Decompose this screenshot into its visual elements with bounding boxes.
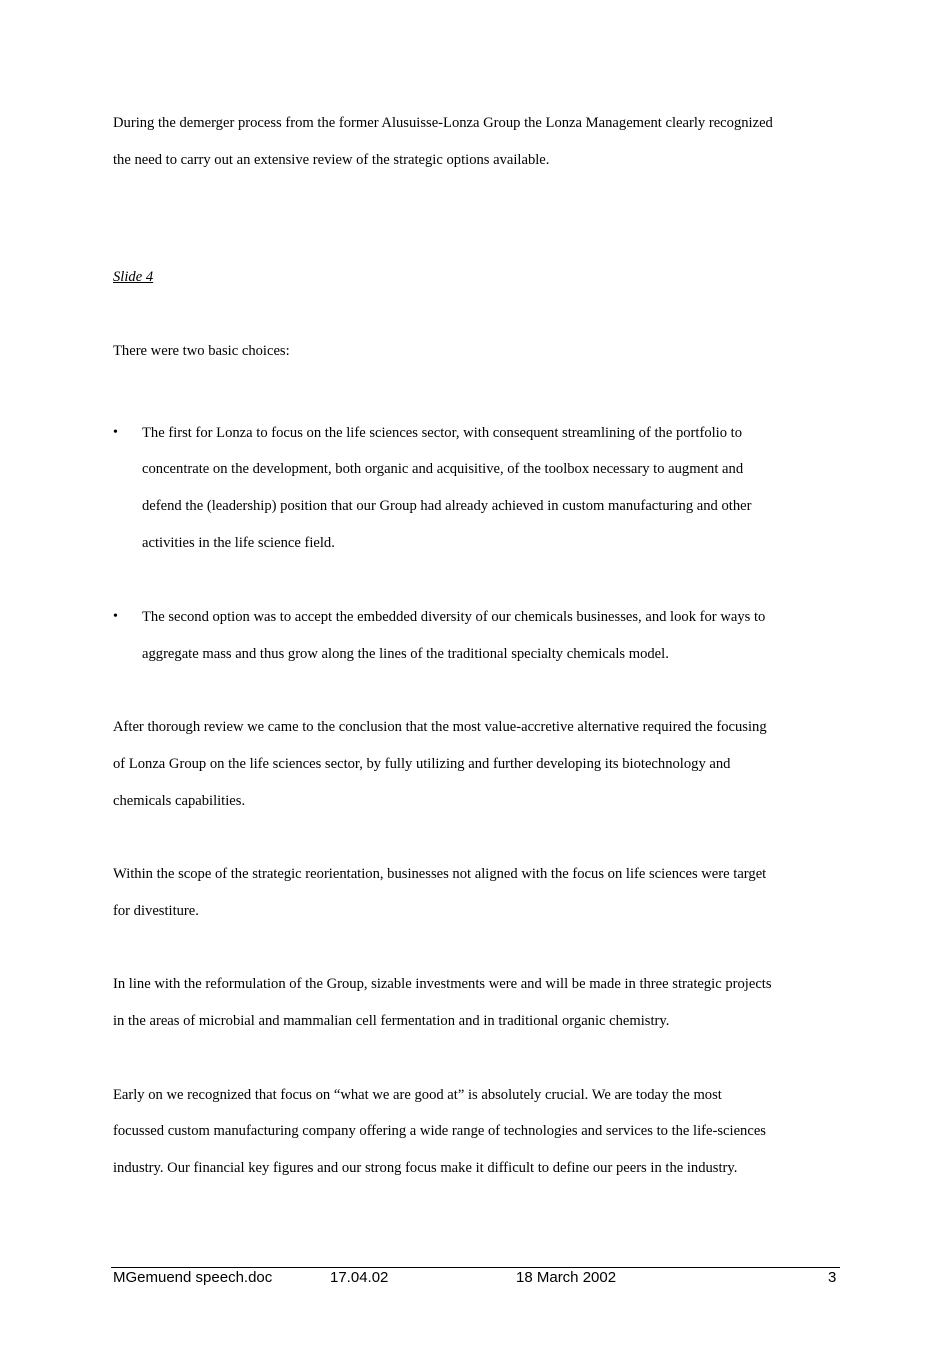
paragraph-2-line-2: for divestiture. bbox=[113, 903, 199, 919]
bullet-2-line-2: aggregate mass and thus grow along the lines of the traditional specialty chemicals model. bbox=[142, 646, 669, 662]
paragraph-4-line-3: industry. Our financial key figures and our strong focus make it difficult to define our peers in the industry. bbox=[113, 1160, 738, 1176]
bullet-marker: • bbox=[113, 425, 118, 440]
footer-doc-date: 17.04.02 bbox=[330, 1269, 389, 1286]
paragraph-1-line-3: chemicals capabilities. bbox=[113, 793, 246, 809]
paragraph-3-line-2: in the areas of microbial and mammalian cell fermentation and in traditional organic chemistry. bbox=[113, 1013, 670, 1029]
paragraph-1-line-1: After thorough review we came to the conclusion that the most value-accretive alternative required the focusing bbox=[113, 719, 767, 735]
bullet-marker: • bbox=[113, 609, 118, 624]
footer-filename: MGemuend speech.doc bbox=[113, 1269, 273, 1286]
bullet-1-line-2: concentrate on the development, both organic and acquisitive, of the toolbox necessary to augment and bbox=[142, 461, 744, 477]
intro-line-2: the need to carry out an extensive review of the strategic options available. bbox=[113, 152, 550, 168]
intro-line-1: During the demerger process from the former Alusuisse-Lonza Group the Lonza Management clearly recognized bbox=[113, 115, 773, 131]
slide-heading: Slide 4 bbox=[113, 269, 154, 285]
paragraph-3-line-1: In line with the reformulation of the Group, sizable investments were and will be made in three strategic projects bbox=[113, 976, 772, 992]
choices-intro: There were two basic choices: bbox=[113, 343, 290, 359]
bullet-1-line-1: The first for Lonza to focus on the life sciences sector, with consequent streamlining of the portfolio to bbox=[142, 425, 743, 441]
paragraph-2-line-1: Within the scope of the strategic reorientation, businesses not aligned with the focus on life sciences were target bbox=[113, 866, 767, 882]
paragraph-1-line-2: of Lonza Group on the life sciences sector, by fully utilizing and further developing its biotechnology and bbox=[113, 756, 731, 772]
paragraph-4-line-2: focussed custom manufacturing company offering a wide range of technologies and services to the life-sciences bbox=[113, 1123, 766, 1139]
footer-page-number: 3 bbox=[828, 1269, 837, 1286]
bullet-1-line-4: activities in the life science field. bbox=[142, 535, 335, 551]
footer-event-date: 18 March 2002 bbox=[516, 1269, 617, 1286]
bullet-2-line-1: The second option was to accept the embedded diversity of our chemicals businesses, and look for ways to bbox=[142, 609, 766, 625]
bullet-1-line-3: defend the (leadership) position that our Group had already achieved in custom manufacturing and other bbox=[142, 498, 752, 514]
paragraph-4-line-1: Early on we recognized that focus on “what we are good at” is absolutely crucial. We are today the most bbox=[113, 1087, 722, 1103]
